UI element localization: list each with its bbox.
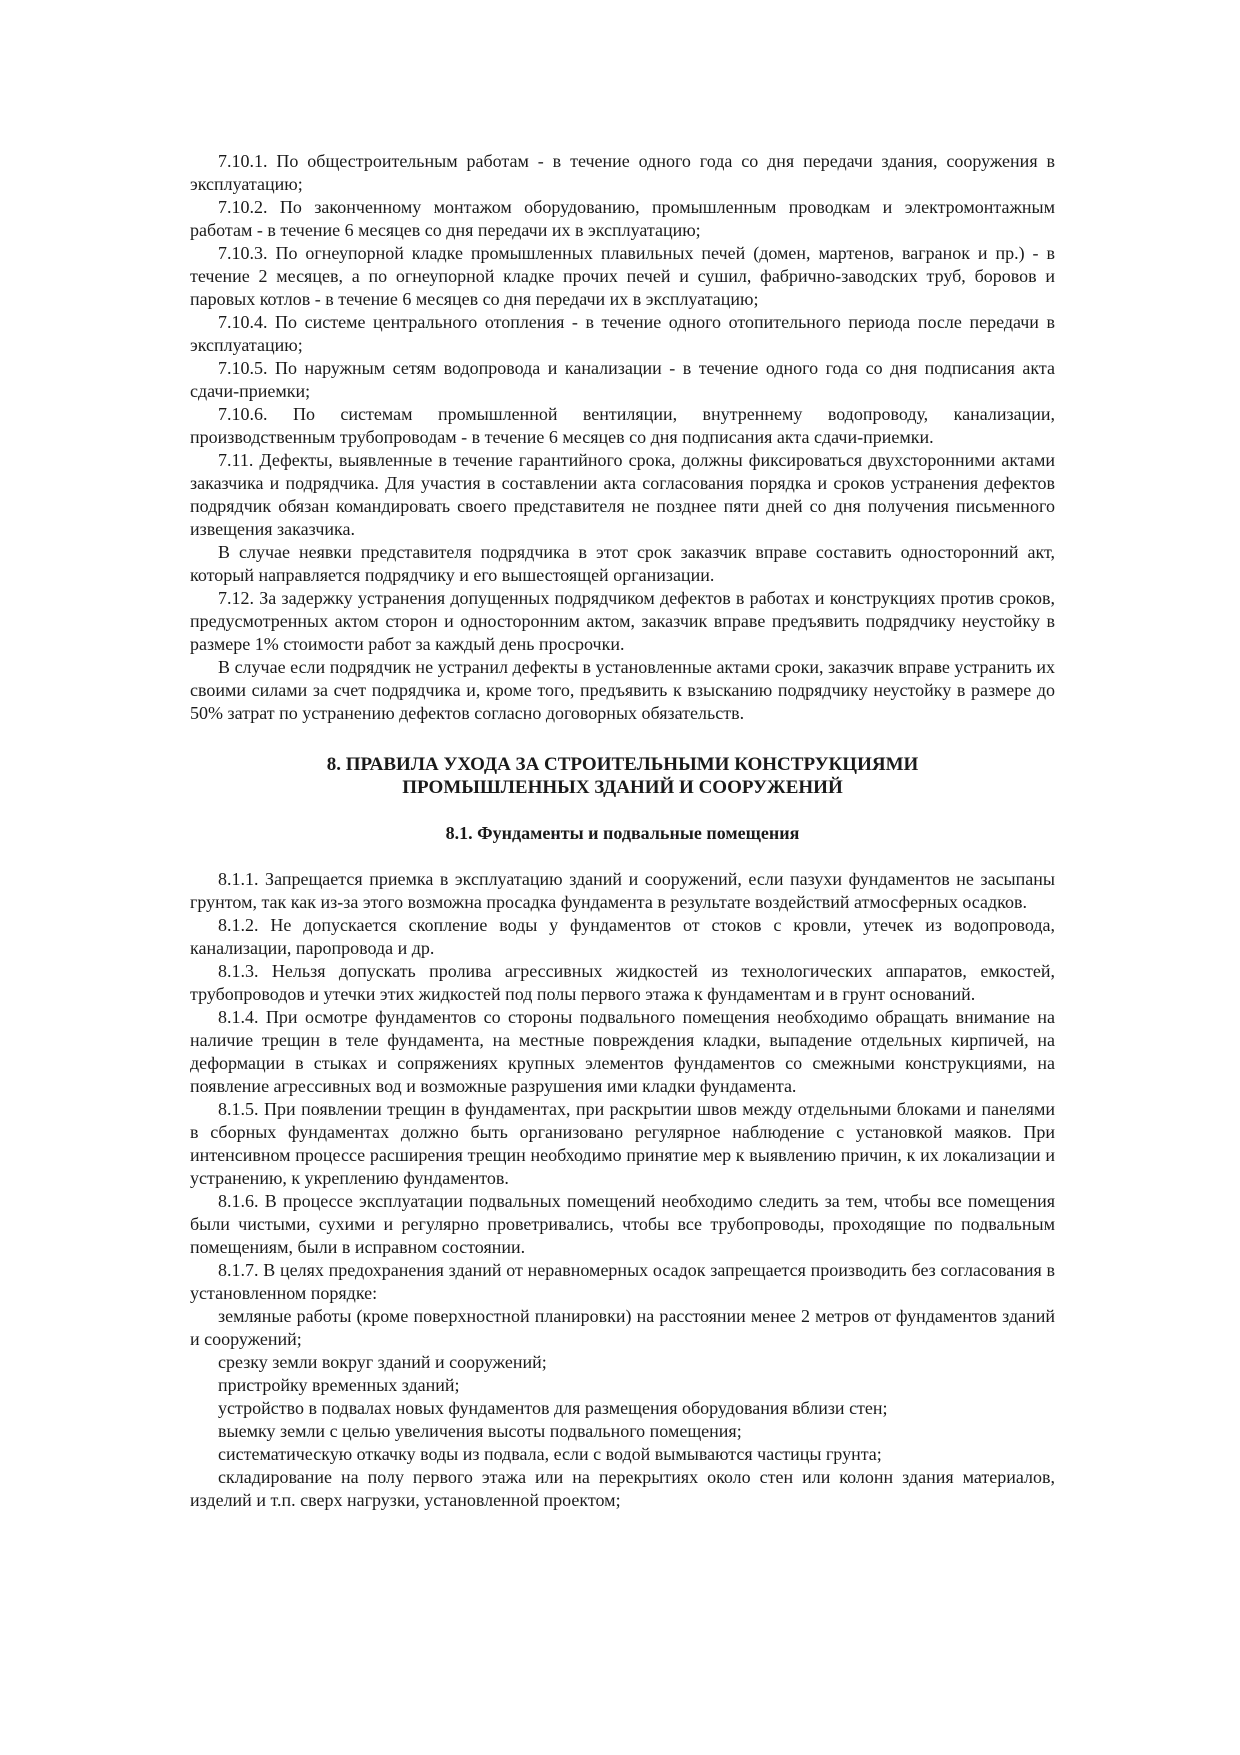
paragraph-7-10-4: 7.10.4. По системе центрального отопления - в течение одного отопительного периода после передачи в эксплуатацию; (190, 312, 1055, 355)
section-8-title-line2: ПРОМЫШЛЕННЫХ ЗДАНИЙ И СООРУЖЕНИЙ (402, 777, 843, 798)
list-item: срезку земли вокруг зданий и сооружений; (218, 1352, 547, 1372)
paragraph-8-1-4: 8.1.4. При осмотре фундаментов со стороны подвального помещения необходимо обращать внимание на наличие трещин в теле фундамента, на местные повреждения кладки, выпадение отдельных кирпичей, на деформации в стыках и сопряжениях крупных элементов фундаментов со смежными конструкциями, на появление агрессивных вод и возможные разрушения ими кладки фундамента. (190, 1007, 1055, 1096)
list-item: пристройку временных зданий; (218, 1375, 460, 1395)
subsection-8-1-heading: 8.1. Фундаменты и подвальные помещения (445, 823, 800, 843)
paragraph-7-10-2: 7.10.2. По законченному монтажом оборудованию, промышленным проводкам и электромонтажным работам - в течение 6 месяцев со дня передачи их в эксплуатацию; (190, 197, 1055, 240)
section-8-title-line1: 8. ПРАВИЛА УХОДА ЗА СТРОИТЕЛЬНЫМИ КОНСТРУКЦИЯМИ (326, 754, 919, 775)
list-item: устройство в подвалах новых фундаментов для размещения оборудования вблизи стен; (218, 1398, 888, 1418)
list-item: систематическую откачку воды из подвала, если с водой вымываются частицы грунта; (218, 1444, 882, 1464)
paragraph-7-11: 7.11. Дефекты, выявленные в течение гарантийного срока, должны фиксироваться двухсторонними актами заказчика и подрядчика. Для участия в составлении акта согласования порядка и сроков устранения дефектов подрядчик обязан командировать своего представителя не позднее пяти дней со дня получения письменного извещения заказчика. (190, 450, 1055, 539)
paragraph-8-1-1: 8.1.1. Запрещается приемка в эксплуатацию зданий и сооружений, если пазухи фундаментов не засыпаны грунтом, так как из-за этого возможна просадка фундамента в результате воздействий атмосферных осадков. (190, 869, 1055, 912)
paragraph-8-1-7: 8.1.7. В целях предохранения зданий от неравномерных осадок запрещается производить без согласования в установленном порядке: (190, 1260, 1055, 1303)
paragraph-7-12-b: В случае если подрядчик не устранил дефекты в установленные актами сроки, заказчик вправе устранить их своими силами за счет подрядчика и, кроме того, предъявить к взысканию подрядчику неустойку в размере до 50% затрат по устранению дефектов согласно договорных обязательств. (190, 657, 1055, 723)
list-item: выемку земли с целью увеличения высоты подвального помещения; (218, 1421, 742, 1441)
section-8-heading (190, 753, 1055, 799)
paragraph-7-10-6: 7.10.6. По системам промышленной вентиляции, внутреннему водопроводу, канализации, производственным трубопроводам - в течение 6 месяцев со дня подписания акта сдачи-приемки. (190, 404, 1055, 447)
paragraph-8-1-5: 8.1.5. При появлении трещин в фундаментах, при раскрытии швов между отдельными блоками и панелями в сборных фундаментах должно быть организовано регулярное наблюдение с установкой маяков. При интенсивном процессе расширения трещин необходимо принятие мер к выявлению причин, к их локализации и устранению, к укреплению фундаментов. (190, 1099, 1055, 1188)
paragraph-7-10-1: 7.10.1. По общестроительным работам - в течение одного года со дня передачи здания, сооружения в эксплуатацию; (190, 151, 1055, 194)
paragraph-8-1-2: 8.1.2. Не допускается скопление воды у фундаментов от стоков с кровли, утечек из водопровода, канализации, паропровода и др. (190, 915, 1055, 958)
paragraph-7-10-5: 7.10.5. По наружным сетям водопровода и канализации - в течение одного года со дня подписания акта сдачи-приемки; (190, 358, 1055, 401)
paragraph-8-1-6: 8.1.6. В процессе эксплуатации подвальных помещений необходимо следить за тем, чтобы все помещения были чистыми, сухими и регулярно проветривались, чтобы все трубопроводы, проходящие по подвальным помещениям, были в исправном состоянии. (190, 1191, 1055, 1257)
list-item: складирование на полу первого этажа или на перекрытиях около стен или колонн здания материалов, изделий и т.п. сверх нагрузки, установленной проектом; (190, 1467, 1055, 1510)
paragraph-7-11-b: В случае неявки представителя подрядчика в этот срок заказчик вправе составить односторонний акт, который направляется подрядчику и его вышестоящей организации. (190, 542, 1055, 585)
paragraph-8-1-3: 8.1.3. Нельзя допускать пролива агрессивных жидкостей из технологических аппаратов, емкостей, трубопроводов и утечки этих жидкостей под полы первого этажа к фундаментам и в грунт оснований. (190, 961, 1055, 1004)
list-item: земляные работы (кроме поверхностной планировки) на расстоянии менее 2 метров от фундаментов зданий и сооружений; (190, 1306, 1055, 1349)
paragraph-7-10-3: 7.10.3. По огнеупорной кладке промышленных плавильных печей (домен, мартенов, вагранок и пр.) - в течение 2 месяцев, а по огнеупорной кладке прочих печей и сушил, фабрично-заводских труб, боровов и паровых котлов - в течение 6 месяцев со дня передачи их в эксплуатацию; (190, 243, 1055, 309)
paragraph-7-12: 7.12. За задержку устранения допущенных подрядчиком дефектов в работах и конструкциях против сроков, предусмотренных актом сторон и односторонним актом, заказчик вправе предъявить подрядчику неустойку в размере 1% стоимости работ за каждый день просрочки. (190, 588, 1055, 654)
